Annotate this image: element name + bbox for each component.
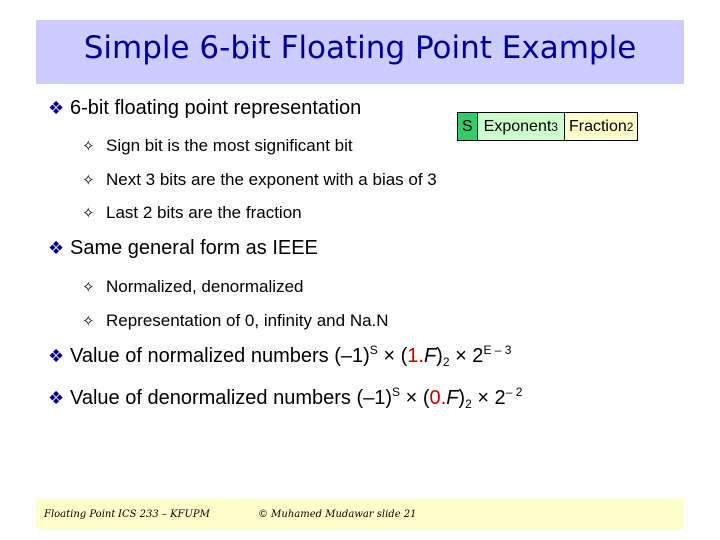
four-point-star-icon: ✧ [82, 205, 95, 222]
formula-prefix: Value of denormalized numbers (–1) [70, 387, 393, 409]
exponent-cell: Exponent 3 [478, 113, 565, 140]
bullet-text: 6-bit floating point representation [70, 97, 362, 119]
four-point-star-icon: ✧ [82, 138, 95, 155]
sub-bullet-text: Sign bit is the most significant bit [106, 136, 353, 155]
bit-format-diagram [457, 112, 638, 141]
slide-footer [36, 499, 684, 529]
normalized-value-bullet [48, 345, 511, 368]
sign-exponent: S [392, 385, 401, 399]
exponent-label: Exponent [483, 117, 552, 135]
sub-bullet-item [82, 311, 389, 331]
title-bar [36, 20, 684, 84]
sign-exponent: S [369, 343, 378, 357]
diamond-bullet-icon: ❖ [48, 98, 65, 118]
footer-topic: Floating Point [44, 509, 116, 520]
diamond-bullet-icon: ❖ [48, 238, 65, 258]
formula-times: × 2 [471, 387, 506, 409]
fraction-symbol: F [446, 387, 459, 409]
footer-course: ICS 233 – KFUPM [118, 509, 210, 520]
leading-zero: 0. [429, 387, 447, 409]
sub-bullet-text: Last 2 bits are the fraction [106, 203, 302, 222]
sub-bullet-text: Normalized, denormalized [106, 277, 304, 296]
sign-cell [458, 113, 478, 140]
sub-bullet-item [82, 136, 353, 156]
formula-close: ) [436, 345, 443, 367]
fraction-symbol: F [423, 345, 437, 367]
formula-prefix: Value of normalized numbers (–1) [70, 345, 370, 367]
four-point-star-icon: ✧ [82, 279, 95, 296]
diamond-bullet-icon: ❖ [48, 388, 65, 408]
base-subscript: 2 [442, 355, 450, 369]
slide-title: Simple 6-bit Floating Point Example [83, 30, 637, 66]
fraction-label: Fraction [568, 117, 627, 135]
sub-bullet-text: Representation of 0, infinity and Na.N [106, 311, 389, 330]
power-exponent: – 2 [505, 385, 523, 399]
denormalized-value-bullet [48, 387, 522, 410]
sub-bullet-item [82, 170, 437, 190]
diamond-bullet-icon: ❖ [48, 346, 65, 366]
sub-bullet-item [82, 203, 302, 223]
base-subscript: 2 [465, 397, 472, 411]
bullet-item [48, 237, 318, 260]
formula-times: × 2 [449, 345, 484, 367]
four-point-star-icon: ✧ [82, 172, 95, 189]
normalized-formula [70, 345, 511, 368]
sub-bullet-text: Next 3 bits are the exponent with a bias of 3 [106, 170, 437, 189]
four-point-star-icon: ✧ [82, 313, 95, 330]
fraction-cell: Fraction 2 [565, 113, 637, 140]
formula-times: × ( [400, 387, 430, 409]
leading-one: 1. [407, 345, 424, 367]
denormalized-formula [70, 387, 522, 410]
bullet-text: Same general form as IEEE [70, 237, 318, 259]
sub-bullet-item [82, 277, 303, 297]
formula-close: ) [458, 387, 466, 409]
footer-credit: © Muhamed Mudawar slide 21 [258, 509, 417, 520]
formula-times: × ( [377, 345, 408, 367]
power-exponent: E – 3 [483, 343, 512, 357]
sign-label: S [462, 117, 473, 135]
bullet-item [48, 97, 361, 120]
